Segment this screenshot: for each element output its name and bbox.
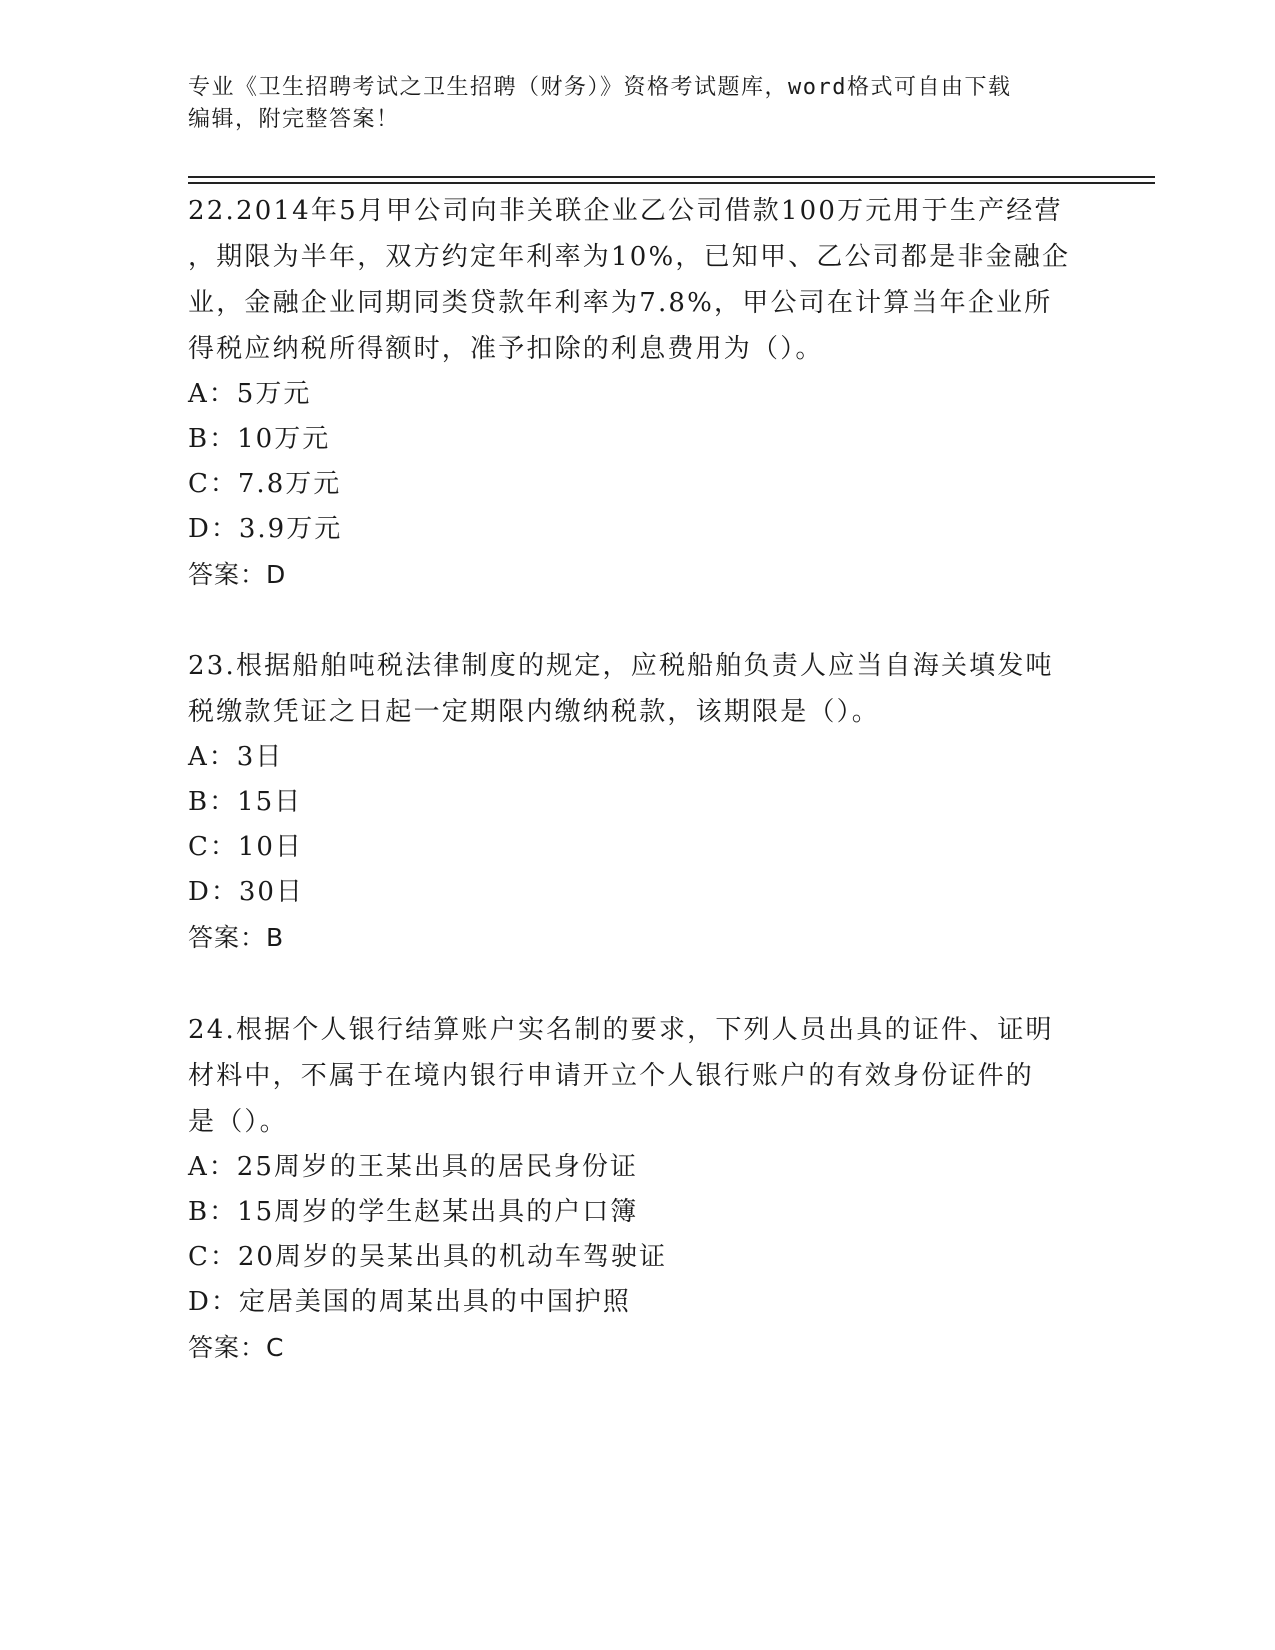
option-d: D：定居美国的周某出具的中国护照 (188, 1287, 631, 1317)
option-c: C：7.8万元 (188, 469, 342, 499)
question-23 (188, 643, 1088, 961)
answer-line: 答案：B (188, 923, 285, 952)
question-text-line: 23.根据船舶吨税法律制度的规定，应税船舶负责人应当自海关填发吨 (188, 651, 1054, 681)
option-b: B：15周岁的学生赵某出具的户口簿 (188, 1197, 639, 1227)
answer-line: 答案：D (188, 560, 287, 589)
question-22 (188, 188, 1088, 598)
option-d: D：30日 (188, 877, 304, 907)
header-line-1: 专业《卫生招聘考试之卫生招聘（财务）》资格考试题库，word格式可自由下载 (188, 75, 1012, 100)
question-text-line: 是（）。 (188, 1107, 288, 1137)
document-header (188, 72, 1088, 136)
question-text-line: 材料中，不属于在境内银行申请开立个人银行账户的有效身份证件的 (188, 1061, 1035, 1091)
question-text-line: 22.2014年5月甲公司向非关联企业乙公司借款100万元用于生产经营 (188, 196, 1063, 226)
option-a: A：5万元 (188, 379, 312, 409)
header-divider-top (188, 176, 1155, 178)
question-text-line: ，期限为半年，双方约定年利率为10%，已知甲、乙公司都是非金融企 (188, 242, 1071, 272)
option-c: C：20周岁的吴某出具的机动车驾驶证 (188, 1242, 667, 1272)
option-b: B：10万元 (188, 424, 331, 454)
question-text-line: 业，金融企业同期同类贷款年利率为7.8%，甲公司在计算当年企业所 (188, 288, 1053, 318)
option-d: D：3.9万元 (188, 514, 343, 544)
option-b: B：15日 (188, 787, 303, 817)
answer-line: 答案：C (188, 1333, 285, 1362)
question-text-line: 得税应纳税所得额时，准予扣除的利息费用为（）。 (188, 334, 824, 364)
option-a: A：3日 (188, 742, 284, 772)
option-a: A：25周岁的王某出具的居民身份证 (188, 1152, 638, 1182)
option-c: C：10日 (188, 832, 303, 862)
question-text-line: 24.根据个人银行结算账户实名制的要求，下列人员出具的证件、证明 (188, 1015, 1054, 1045)
header-line-2: 编辑，附完整答案！ (188, 107, 400, 132)
header-divider-bottom (188, 182, 1155, 184)
question-24 (188, 1007, 1088, 1371)
question-text-line: 税缴款凭证之日起一定期限内缴纳税款，该期限是（）。 (188, 697, 881, 727)
